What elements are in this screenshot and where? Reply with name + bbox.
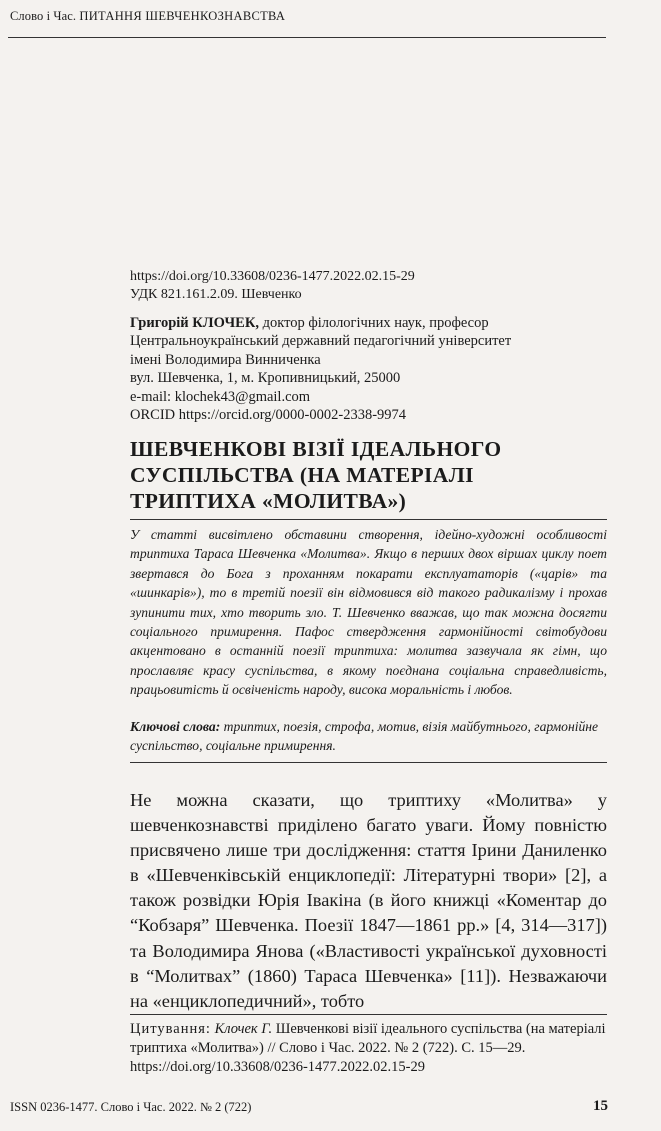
- article-title-line-3: ТРИПТИХА «МОЛИТВА»): [130, 489, 407, 513]
- footer-issn: ISSN 0236-1477. Слово і Час. 2022. № 2 (722): [10, 1100, 252, 1114]
- keywords: [130, 717, 607, 756]
- running-head: [10, 9, 285, 24]
- citation: [130, 1020, 607, 1077]
- article-meta: [130, 268, 610, 304]
- author-affiliation-2: імені Володимира Винниченка: [130, 351, 321, 368]
- article-title-line-1: ШЕВЧЕНКОВІ ВІЗІЇ ІДЕАЛЬНОГО: [130, 437, 502, 461]
- running-head-section: ПИТАННЯ ШЕВЧЕНКОЗНАВСТВА: [79, 9, 286, 23]
- page-number: 15: [593, 1098, 608, 1114]
- citation-rule: [130, 1014, 607, 1015]
- abstract-bottom-rule: [130, 762, 607, 763]
- author-orcid[interactable]: ORCID https://orcid.org/0000-0002-2338-9974: [130, 407, 407, 424]
- author-line: [130, 314, 610, 332]
- article-title: [130, 436, 610, 514]
- citation-text: Шевченкові візії ідеального суспільства (на матеріалі триптиха «Молитва») // Слово і Час. 2022. № 2 (722). С. 15—29. https://doi.org/10.33608/0236-1477.2022.02.15-29: [130, 1021, 606, 1075]
- abstract: У статті висвітлено обставини створення, ідейно-художні особливості триптиха Тараса Шевченка «Молитва». Якщо в перших двох віршах циклу поет звертався до Бога з проханням покарати експлуататорів («царів» та «шинкарів»), то в третій поезії він відмовився від такого радикалізму і прохав зупинити тих, хто творить зло. Т. Шевченко вважав, що так можна досягти соціального примирення. Пафос ствердження гармонійності світобудови акцентовано в останній поезії триптиха: молитва зазвучала як гімн, що прославляє красу суспільства, в якому поєднана соціальна справедливість, працьовитість й освіченість народу, висока моральність і любов.: [130, 527, 607, 698]
- citation-author: Клочек Г.: [214, 1021, 273, 1037]
- author-affiliation-1: Центральноукраїнський державний педагогічний університет: [130, 333, 512, 350]
- author-degree: доктор філологічних наук, професор: [258, 315, 489, 331]
- body-paragraph: Не можна сказати, що триптиху «Молитва» у шевченкознавстві приділено багато уваги. Йому повністю присвячено лише три дослідження: стаття Ірини Даниленко в «Шевченківській енциклопедії: Літературні твори» [2], а також розвідки Юрія Івакіна (в його книжці «Коментар до “Кобзаря” Шевченка. Поезії 1847—1861 рр.» [4, 314—317]) та Володимира Янова («Властивості української духовності в “Молитвах” (1860) Тараса Шевченка» [11]). Незважаючи на «енциклопедичний», тобто: [130, 790, 607, 1011]
- keywords-label: Ключові слова:: [130, 719, 221, 734]
- author-block: [130, 314, 610, 424]
- keywords-text: триптих, поезія, строфа, мотив, візія майбутнього, гармонійне суспільство, соціальне примирення.: [130, 719, 599, 754]
- author-email[interactable]: e-mail: klochek43@gmail.com: [130, 388, 311, 405]
- abstract-top-rule: [130, 519, 607, 520]
- author-name: Григорій КЛОЧЕК,: [130, 315, 259, 331]
- udc-code: УДК 821.161.2.09. Шевченко: [130, 287, 302, 302]
- article-title-line-2: СУСПІЛЬСТВА (НА МАТЕРІАЛІ: [130, 463, 474, 487]
- running-head-journal: Слово і Час.: [10, 9, 77, 23]
- citation-label: Цитування:: [130, 1021, 211, 1037]
- doi-link[interactable]: https://doi.org/10.33608/0236-1477.2022.02.15-29: [130, 269, 415, 284]
- author-address: вул. Шевченка, 1, м. Кропивницький, 25000: [130, 370, 401, 387]
- header-rule: [8, 37, 606, 38]
